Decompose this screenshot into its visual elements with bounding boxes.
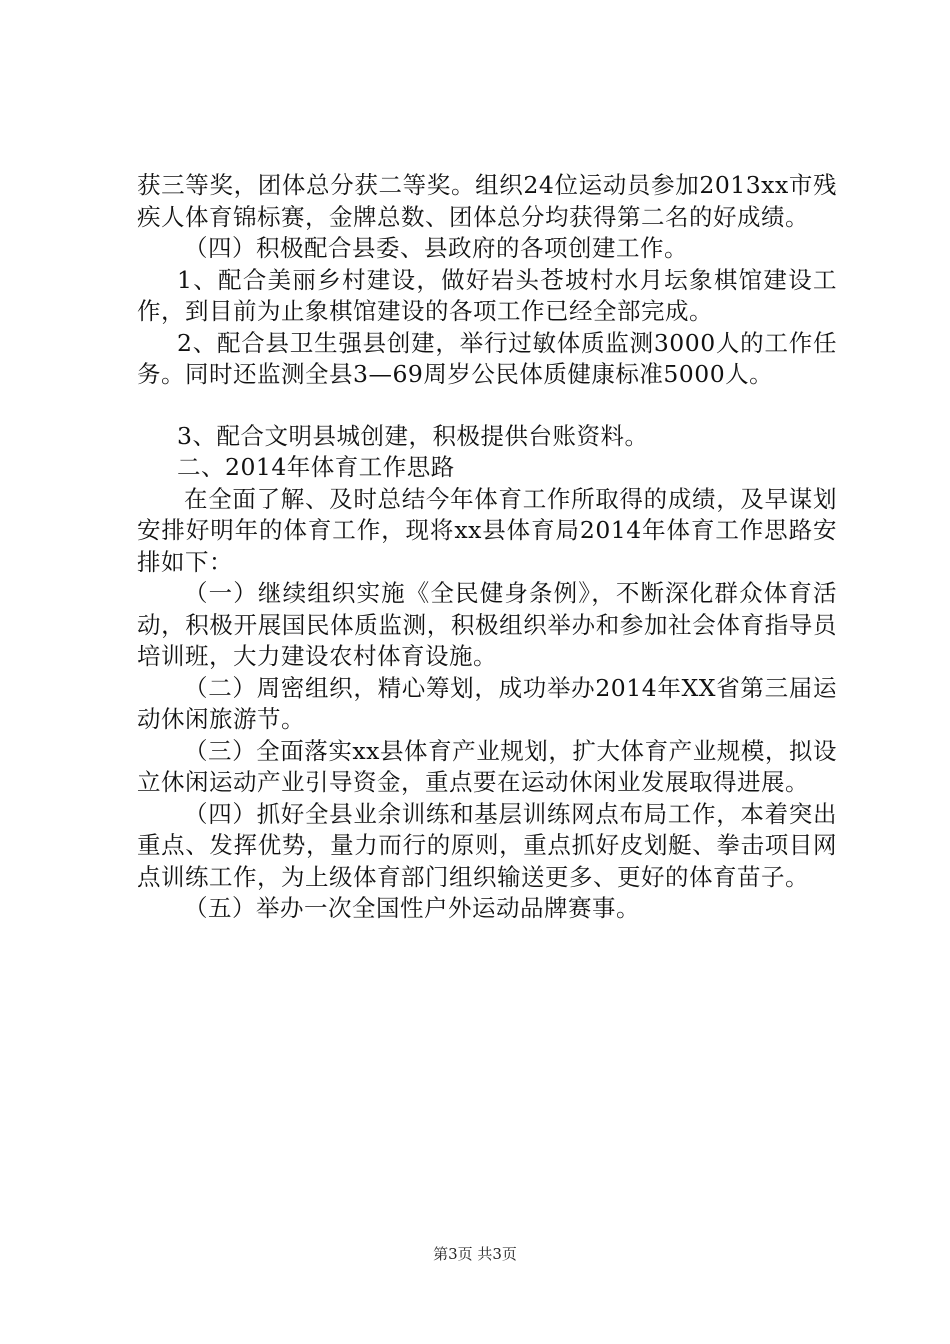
page-footer: 第3页 共3页 [433, 1245, 517, 1263]
paragraph-awards-continued: 获三等奖，团体总分获二等奖。组织24位运动员参加2013xx市残疾人体育锦标赛，金牌总数、团体总分均获得第二名的好成绩。 [137, 171, 837, 231]
paragraph-plan-four: （四）抓好全县业余训练和基层训练网点布局工作，本着突出重点、发挥优势，量力而行的原则，重点抓好皮划艇、拳击项目网点训练工作，为上级体育部门组织输送更多、更好的体育苗子。 [137, 799, 837, 891]
section-heading-2014-plan: 二、2014年体育工作思路 [177, 453, 455, 481]
paragraph-plan-intro: 在全面了解、及时总结今年体育工作所取得的成绩，及早谋划安排好明年的体育工作，现将xx县体育局2014年体育工作思路安排如下： [137, 484, 837, 576]
paragraph-plan-two: （二）周密组织，精心筹划，成功举办2014年XX省第三届运动休闲旅游节。 [137, 673, 837, 733]
paragraph-plan-three: （三）全面落实xx县体育产业规划，扩大体育产业规模，拟设立休闲运动产业引导资金，重点要在运动休闲业发展取得进展。 [137, 736, 837, 796]
paragraph-item-2: 2、配合县卫生强县创建，举行过敏体质监测3000人的工作任务。同时还监测全县3—69周岁公民体质健康标准5000人。 [137, 328, 837, 388]
paragraph-plan-one: （一）继续组织实施《全民健身条例》，不断深化群众体育活动，积极开展国民体质监测，积极组织举办和参加社会体育指导员培训班，大力建设农村体育设施。 [137, 579, 837, 670]
paragraph-item-3: 3、配合文明县城创建，积极提供台账资料。 [177, 421, 649, 450]
document-body [137, 170, 837, 925]
paragraph-section-four-heading: （四）积极配合县委、县政府的各项创建工作。 [184, 234, 688, 262]
paragraph-item-1: 1、配合美丽乡村建设，做好岩头苍坡村水月坛象棋馆建设工作，到目前为止象棋馆建设的各项工作已经全部完成。 [137, 265, 837, 325]
paragraph-plan-five: （五）举办一次全国性户外运动品牌赛事。 [184, 894, 640, 922]
